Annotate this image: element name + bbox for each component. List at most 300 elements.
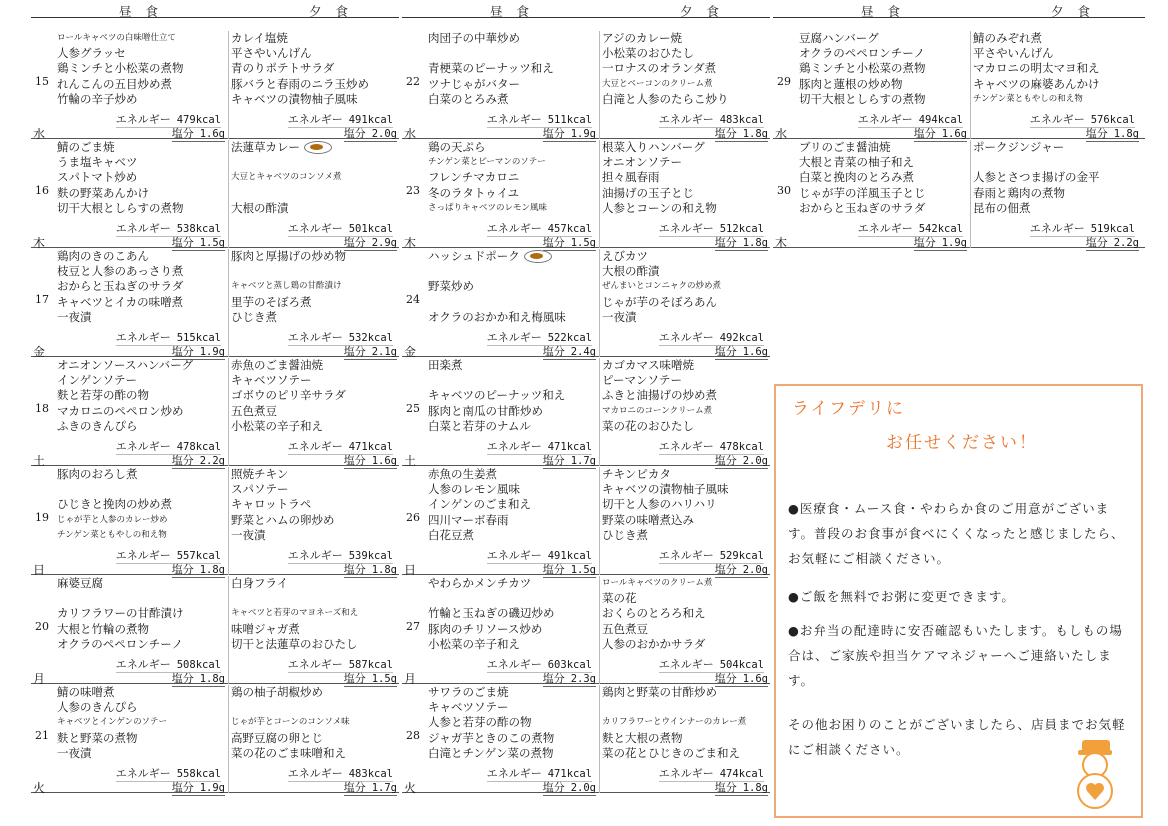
- day-row: [402, 30, 770, 139]
- menu-item: ゴボウのピリ辛サラダ: [231, 388, 346, 403]
- salt-value: 塩分 1.6g: [913, 127, 967, 140]
- day-row: [402, 357, 770, 466]
- menu-item: 里芋のそぼろ煮: [231, 294, 312, 309]
- nutrition: [229, 111, 399, 139]
- salt-value: 塩分 1.7g: [343, 781, 397, 794]
- salt-value: 塩分 2.0g: [714, 563, 768, 576]
- menu-item: 豚肉と厚揚げの炒め物: [231, 249, 346, 263]
- lunch-menu: [57, 576, 227, 685]
- lunch-header: 昼食: [119, 4, 173, 19]
- menu-item: 小松菜のおひたし: [602, 46, 694, 61]
- salt-value: 塩分 1.9g: [171, 781, 225, 794]
- info-box: [774, 384, 1143, 818]
- energy-value: エネルギー 576kcal: [1029, 113, 1135, 126]
- lunch-menu: [799, 31, 969, 140]
- menu-item: [57, 591, 227, 606]
- salt-value: 塩分 2.9g: [343, 236, 397, 249]
- nutrition: [600, 656, 770, 684]
- menu-item: 鶏の天ぷら: [428, 140, 486, 154]
- salt-value: 塩分 1.6g: [714, 672, 768, 685]
- day-number: 22: [406, 75, 420, 88]
- nutrition: [229, 220, 399, 248]
- lunch-menu: [428, 467, 598, 576]
- menu-item: フレンチマカロニ: [428, 170, 520, 185]
- day-number: 17: [35, 293, 49, 306]
- menu-item: 油揚げの玉子とじ: [602, 185, 694, 200]
- energy-value: エネルギー 471kcal: [287, 440, 393, 453]
- menu-item: インゲンのごま和え: [428, 497, 532, 512]
- energy-value: エネルギー 542kcal: [857, 222, 963, 235]
- energy-value: エネルギー 457kcal: [486, 222, 592, 235]
- dinner-menu: [228, 249, 401, 357]
- salt-value: 塩分 1.9g: [171, 345, 225, 358]
- day-number: 28: [406, 729, 420, 742]
- energy-value: エネルギー 522kcal: [486, 331, 592, 344]
- energy-value: エネルギー 557kcal: [115, 549, 221, 562]
- salt-value: 塩分 1.5g: [343, 672, 397, 685]
- menu-item: チンゲン菜とピーマンのソテー: [428, 157, 546, 168]
- salt-value: 塩分 1.6g: [714, 345, 768, 358]
- menu-item: キャベツソテー: [428, 700, 509, 715]
- menu-item: 竹輪と玉ねぎの磯辺炒め: [428, 606, 555, 621]
- menu-item: 麻婆豆腐: [57, 576, 103, 590]
- lunch-menu: [57, 685, 227, 794]
- salt-value: 塩分 1.8g: [343, 563, 397, 576]
- menu-item: 一ロナスのオランダ煮: [602, 61, 717, 76]
- menu-item: ピーマンソテー: [602, 373, 683, 388]
- menu-item: マカロニの明太マヨ和え: [973, 61, 1100, 76]
- nutrition: [428, 111, 598, 139]
- menu-item: 人参と若芽の酢の物: [428, 715, 532, 730]
- menu-item: 鶏の柚子胡椒炒め: [231, 685, 323, 699]
- day-of-week: 日: [404, 563, 417, 577]
- day-row: [402, 575, 770, 684]
- lunch-menu: [428, 31, 598, 140]
- menu-item: 大豆とベーコンのクリーム煮: [602, 78, 713, 89]
- dinner-menu: [228, 31, 401, 139]
- day-row: [31, 139, 399, 248]
- menu-item: 味噌ジャガ煮: [231, 621, 300, 636]
- dinner-menu: [970, 31, 1143, 139]
- menu-item: ひじきと挽肉の炒め煮: [57, 497, 172, 512]
- dinner-menu: [599, 358, 772, 466]
- salt-value: 塩分 1.8g: [1085, 127, 1139, 140]
- menu-item: えびカツ: [602, 249, 648, 263]
- dinner-menu: [228, 685, 401, 793]
- menu-item: れんこんの五目炒め煮: [57, 76, 172, 91]
- nutrition: [428, 438, 598, 466]
- day-number: 19: [35, 511, 49, 524]
- menu-item: 豚肉と南瓜の甘酢炒め: [428, 403, 543, 418]
- menu-item: 一夜漬: [57, 309, 92, 324]
- menu-item: 一夜漬: [602, 309, 637, 324]
- nutrition: [229, 329, 399, 357]
- menu-item: [231, 264, 401, 279]
- day-of-week: 水: [33, 127, 46, 141]
- dinner-menu: [228, 140, 401, 248]
- menu-item: アジのカレー焼: [602, 31, 683, 45]
- curry-plate-icon: [304, 141, 332, 154]
- menu-item: オクラのペペロンチーノ: [57, 636, 184, 651]
- menu-item: キャロットラペ: [231, 497, 312, 512]
- lunch-menu: [57, 140, 227, 249]
- menu-item: オクラのペペロンチーノ: [799, 46, 926, 61]
- menu-item: 切干大根としらすの煮物: [57, 200, 184, 215]
- menu-item: 鯖のごま焼: [57, 140, 115, 154]
- menu-item: ひじき煮: [231, 309, 277, 324]
- menu-item: 麩と大根の煮物: [602, 730, 683, 745]
- menu-item: 担々風春雨: [602, 170, 660, 185]
- lunch-menu: [799, 140, 969, 249]
- menu-item: 野菜の味噌煮込み: [602, 512, 694, 527]
- day-row: [31, 30, 399, 139]
- lunch-menu: [57, 358, 227, 467]
- menu-item: 鶏ミンチと小松菜の煮物: [799, 61, 926, 76]
- salt-value: 塩分 2.0g: [714, 454, 768, 467]
- dinner-menu: [599, 467, 772, 575]
- energy-value: エネルギー 508kcal: [115, 658, 221, 671]
- menu-item: オニオンソースハンバーグ: [57, 358, 194, 372]
- day-row: [773, 139, 1145, 248]
- menu-item: 白身フライ: [231, 576, 289, 590]
- day-of-week: 金: [33, 345, 46, 359]
- energy-value: エネルギー 471kcal: [486, 767, 592, 780]
- nutrition: [600, 547, 770, 575]
- menu-item: 竹輪の辛子炒め: [57, 91, 138, 106]
- menu-item: ブリのごま醤油焼: [799, 140, 891, 154]
- nutrition: [971, 111, 1141, 139]
- day-of-week: 木: [775, 236, 788, 250]
- nutrition: [971, 220, 1141, 248]
- menu-item: 四川マーボ春雨: [428, 512, 509, 527]
- menu-item: [428, 295, 598, 310]
- menu-item: 麩と野菜の煮物: [57, 730, 138, 745]
- menu-item: 大根と青菜の柚子和え: [799, 155, 914, 170]
- energy-value: エネルギー 483kcal: [658, 113, 764, 126]
- menu-item: [231, 591, 401, 606]
- dinner-menu: [599, 140, 772, 248]
- menu-item: キャベツと若芽のマヨネーズ和え: [231, 608, 359, 619]
- menu-item: 鯖の味噌煮: [57, 685, 115, 699]
- info-paragraph-contact: その他お困りのことがございましたら、店員までお気軽にご相談ください。: [788, 717, 1126, 757]
- menu-item: 野菜炒め: [428, 279, 474, 294]
- dinner-menu: [599, 31, 772, 139]
- menu-item: 豚肉と蓮根の炒め物: [799, 76, 903, 91]
- dinner-menu: [599, 685, 772, 793]
- menu-item: ひじき煮: [602, 527, 648, 542]
- menu-item: 人参のきんぴら: [57, 700, 138, 715]
- dinner-header: 夕食: [680, 4, 734, 19]
- menu-item: 麩と若芽の酢の物: [57, 388, 149, 403]
- menu-item: 肉団子の中華炒め: [428, 31, 520, 45]
- salt-value: 塩分 2.0g: [542, 781, 596, 794]
- nutrition: [600, 765, 770, 793]
- salt-value: 塩分 1.8g: [714, 236, 768, 249]
- menu-item: 人参のおかかサラダ: [602, 636, 706, 651]
- salt-value: 塩分 1.8g: [714, 127, 768, 140]
- menu-item: インゲンソテー: [57, 373, 138, 388]
- menu-item: 菜の花のごま味噌和え: [231, 745, 346, 760]
- energy-value: エネルギー 539kcal: [287, 549, 393, 562]
- day-number: 25: [406, 402, 420, 415]
- menu-item: 豆腐ハンバーグ: [799, 31, 879, 45]
- day-number: 24: [406, 293, 420, 306]
- menu-item: [428, 46, 598, 61]
- menu-item: キャベツの漬物柚子風味: [602, 482, 729, 497]
- day-number: 27: [406, 620, 420, 633]
- menu-item: 鶏肉と野菜の甘酢炒め: [602, 685, 717, 699]
- dinner-menu: [228, 576, 401, 684]
- menu-item: 五色煮豆: [602, 621, 648, 636]
- divider: [773, 17, 1145, 18]
- menu-item: 人参グラッセ: [57, 46, 126, 61]
- energy-value: エネルギー 532kcal: [287, 331, 393, 344]
- nutrition: [229, 765, 399, 793]
- day-row: [402, 684, 770, 793]
- day-of-week: 土: [404, 454, 417, 468]
- day-number: 26: [406, 511, 420, 524]
- dinner-menu: [599, 576, 772, 684]
- nutrition: [428, 656, 598, 684]
- nutrition: [428, 220, 598, 248]
- day-row: [402, 248, 770, 357]
- salt-value: 塩分 1.8g: [171, 563, 225, 576]
- energy-value: エネルギー 501kcal: [287, 222, 393, 235]
- day-number: 18: [35, 402, 49, 415]
- menu-item: キャベツの麻婆あんかけ: [973, 76, 1100, 91]
- menu-item: 麩の野菜あんかけ: [57, 185, 149, 200]
- menu-item: サワラのごま焼: [428, 685, 509, 699]
- salt-value: 塩分 2.3g: [542, 672, 596, 685]
- menu-item: 大豆とキャベツのコンソメ煮: [231, 172, 342, 183]
- menu-item: 野菜とハムの卵炒め: [231, 512, 335, 527]
- menu-item: キャベツのピーナッツ和え: [428, 388, 566, 403]
- lunch-menu: [428, 249, 598, 358]
- day-row: [31, 575, 399, 684]
- menu-item: スパソテー: [231, 482, 289, 497]
- menu-item: 昆布の佃煮: [973, 200, 1031, 215]
- menu-item: じゃが芋の洋風玉子とじ: [799, 185, 926, 200]
- energy-value: エネルギー 479kcal: [115, 113, 221, 126]
- energy-value: エネルギー 511kcal: [486, 113, 592, 126]
- menu-item: 豚肉のおろし煮: [57, 467, 138, 481]
- menu-item: [231, 186, 401, 201]
- menu-item: 菜の花とひじきのごま和え: [602, 745, 740, 760]
- menu-item: チキンピカタ: [602, 467, 671, 481]
- lunch-header: 昼食: [861, 4, 915, 19]
- menu-item: 法蓮草カレー: [231, 140, 401, 155]
- lunch-menu: [57, 467, 227, 576]
- day-number: 20: [35, 620, 49, 633]
- menu-item: カゴカマス味噌焼: [602, 358, 694, 372]
- divider: [402, 17, 770, 18]
- menu-item: マカロニのペペロン炒め: [57, 403, 184, 418]
- mascot-icon: [1068, 738, 1122, 810]
- menu-item: 人参のレモン風味: [428, 482, 520, 497]
- day-row: [31, 466, 399, 575]
- curry-plate-icon: [524, 250, 552, 263]
- dinner-menu: [228, 467, 401, 575]
- nutrition: [600, 111, 770, 139]
- menu-item: チンゲン菜ともやしの和え物: [57, 529, 167, 540]
- menu-item: [428, 373, 598, 388]
- day-of-week: 日: [33, 563, 46, 577]
- menu-item: カレイ塩焼: [231, 31, 288, 45]
- energy-value: エネルギー 538kcal: [115, 222, 221, 235]
- menu-item: 白菜のとろみ煮: [428, 91, 509, 106]
- salt-value: 塩分 1.7g: [542, 454, 596, 467]
- salt-value: 塩分 2.1g: [343, 345, 397, 358]
- menu-item: 鶏ミンチと小松菜の煮物: [57, 61, 184, 76]
- menu-item: 豚バラと春雨のニラ玉炒め: [231, 76, 369, 91]
- menu-item: 人参とコーンの和え物: [602, 200, 717, 215]
- day-row: [773, 30, 1145, 139]
- day-row: [402, 466, 770, 575]
- energy-value: エネルギー 491kcal: [486, 549, 592, 562]
- lunch-menu: [428, 358, 598, 467]
- menu-item: ロールキャベツのクリーム煮: [602, 578, 713, 588]
- day-of-week: 月: [404, 672, 417, 686]
- menu-item: ツナじゃがバター: [428, 76, 520, 91]
- dinner-header: 夕食: [309, 4, 363, 19]
- menu-item: [428, 591, 598, 606]
- menu-item: 一夜漬: [57, 745, 92, 760]
- menu-item: ロールキャベツの白味噌仕立て: [57, 33, 176, 43]
- dinner-menu: [599, 249, 772, 357]
- menu-item: ふきと油揚げの炒め煮: [602, 388, 717, 403]
- menu-item: じゃが芋とコーンのコンソメ味: [231, 717, 350, 728]
- menu-item: 菜の花のおひたし: [602, 418, 694, 433]
- menu-item: オクラのおかか和え梅風味: [428, 309, 566, 324]
- menu-item: マカロニのコーンクリーム煮: [602, 405, 713, 416]
- menu-item: 平さやいんげん: [231, 46, 312, 61]
- salt-value: 塩分 1.5g: [542, 236, 596, 249]
- menu-item: キャベツとインゲンのソテー: [57, 717, 167, 728]
- menu-item: 白滝とチンゲン菜の煮物: [428, 745, 554, 760]
- menu-item: [57, 482, 227, 497]
- salt-value: 塩分 2.2g: [171, 454, 225, 467]
- menu-item: 鯖のみぞれ煮: [973, 31, 1042, 45]
- menu-item: 大根の酢漬: [231, 200, 289, 215]
- day-of-week: 木: [404, 236, 417, 250]
- day-of-week: 水: [404, 127, 417, 141]
- day-row: [31, 248, 399, 357]
- energy-value: エネルギー 529kcal: [658, 549, 764, 562]
- info-paragraph-medical-food: ●医療食・ムース食・やわらか食のご用意がございます。普段のお食事が食べにくくなったと感じましたら、お気軽にご相談ください。: [788, 501, 1125, 566]
- day-of-week: 水: [775, 127, 788, 141]
- day-number: 16: [35, 184, 49, 197]
- salt-value: 塩分 1.6g: [171, 127, 225, 140]
- menu-item: 平さやいんげん: [973, 46, 1054, 61]
- menu-item: [231, 155, 401, 170]
- menu-item: 青のりポテトサラダ: [231, 61, 335, 76]
- nutrition: [428, 547, 598, 575]
- menu-item: 白花豆煮: [428, 527, 474, 542]
- lunch-menu: [428, 140, 598, 249]
- lunch-menu: [57, 31, 227, 140]
- menu-item: さっぱりキャベツのレモン風味: [428, 202, 548, 213]
- day-number: 29: [777, 75, 791, 88]
- menu-item: チンゲン菜ともやしの和え物: [973, 93, 1083, 104]
- menu-item: ジャガ芋ときのこの煮物: [428, 730, 555, 745]
- nutrition: [600, 329, 770, 357]
- menu-item: 一夜漬: [231, 527, 266, 542]
- energy-value: エネルギー 512kcal: [658, 222, 764, 235]
- menu-item: ポークジンジャー: [973, 140, 1065, 154]
- menu-item: 切干と法蓮草のおひたし: [231, 636, 358, 651]
- nutrition: [57, 547, 227, 575]
- energy-value: エネルギー 603kcal: [486, 658, 592, 671]
- menu-item: キャベツソテー: [231, 373, 312, 388]
- nutrition: [229, 656, 399, 684]
- menu-item: じゃが芋のそぼろあん: [602, 294, 717, 309]
- day-row: [402, 139, 770, 248]
- menu-item: カリフラワーとウインナーのカレー煮: [602, 717, 747, 728]
- day-of-week: 土: [33, 454, 46, 468]
- energy-value: エネルギー 483kcal: [287, 767, 393, 780]
- energy-value: エネルギー 504kcal: [658, 658, 764, 671]
- dinner-menu: [228, 358, 401, 466]
- nutrition: [57, 656, 227, 684]
- nutrition: [229, 547, 399, 575]
- day-of-week: 月: [33, 672, 46, 686]
- menu-item: 鶏肉のきのこあん: [57, 249, 149, 263]
- menu-item: カリフラワーの甘酢漬け: [57, 606, 184, 621]
- menu-item: おからと玉ねぎのサラダ: [799, 200, 926, 215]
- day-of-week: 火: [404, 781, 417, 795]
- dinner-menu: [970, 140, 1143, 248]
- menu-item: キャベツと蒸し鶏の甘酢漬け: [231, 281, 342, 292]
- salt-value: 塩分 2.0g: [343, 127, 397, 140]
- menu-item: ハッシュドポーク: [428, 249, 598, 264]
- menu-item: 冬のラタトゥイユ: [428, 185, 520, 200]
- divider: [31, 17, 399, 18]
- energy-value: エネルギー 492kcal: [658, 331, 764, 344]
- menu-item: 人参とさつま揚げの金平: [973, 170, 1100, 185]
- menu-item: 大根と竹輪の煮物: [57, 621, 149, 636]
- nutrition: [57, 111, 227, 139]
- salt-value: 塩分 1.5g: [171, 236, 225, 249]
- menu-item: 小松菜の辛子和え: [231, 418, 323, 433]
- menu-item: [428, 264, 598, 279]
- menu-item: オニオンソテー: [602, 155, 683, 170]
- menu-item: 大根の酢漬: [602, 264, 660, 279]
- energy-value: エネルギー 478kcal: [658, 440, 764, 453]
- menu-item: 田楽煮: [428, 358, 463, 372]
- menu-item: 豚肉のチリソース炒め: [428, 621, 543, 636]
- menu-item: 小松菜の辛子和え: [428, 636, 520, 651]
- info-paragraph-safety-check: ●お弁当の配達時に安否確認もいたします。もしもの場合は、ご家族や担当ケアマネジャーへご連絡いたします。: [788, 623, 1123, 688]
- menu-item: じゃが芋と人参のカレー炒め: [57, 514, 168, 525]
- energy-value: エネルギー 587kcal: [287, 658, 393, 671]
- nutrition: [799, 111, 969, 139]
- info-title-line2: お任せください！: [886, 433, 1038, 453]
- menu-item: 切干大根としらすの煮物: [799, 91, 926, 106]
- day-of-week: 金: [404, 345, 417, 359]
- menu-item: [231, 700, 401, 715]
- menu-item: 照焼チキン: [231, 467, 289, 481]
- energy-value: エネルギー 519kcal: [1029, 222, 1135, 235]
- menu-item: ふきのきんぴら: [57, 418, 138, 433]
- menu-item: 白菜と若芽のナムル: [428, 418, 531, 433]
- energy-value: エネルギー 474kcal: [658, 767, 764, 780]
- menu-item: 五色煮豆: [231, 403, 277, 418]
- menu-item: 春雨と鶏肉の煮物: [973, 185, 1065, 200]
- menu-item: おからと玉ねぎのサラダ: [57, 279, 184, 294]
- lunch-menu: [428, 576, 598, 685]
- nutrition: [57, 438, 227, 466]
- salt-value: 塩分 1.6g: [343, 454, 397, 467]
